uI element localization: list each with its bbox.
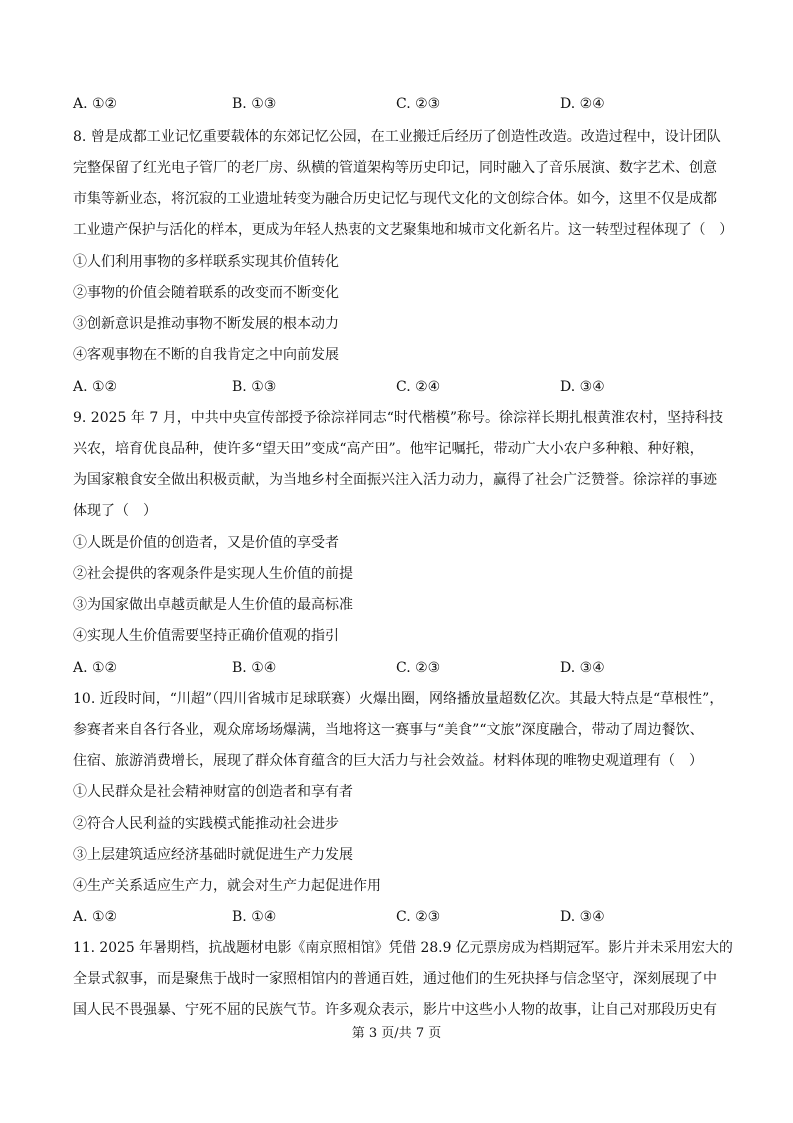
option-c: C. ②③ xyxy=(396,96,441,112)
q8-stem-line: 8. 曾是成都工业记忆重要载体的东郊记忆公园，在工业搬迁后经历了创造性改造。改造过程中，设计团队 xyxy=(73,129,721,145)
q8-statement: ④客观事物在不断的自我肯定之中向前发展 xyxy=(73,347,339,363)
q9-stem-line: 兴农，培育优良品种，使许多“望天田”变成“高产田”。他牢记嘱托，带动广大小农户多种粮、种好粮， xyxy=(73,441,704,457)
option-a: A. ①② xyxy=(73,660,118,676)
q8-statement: ①人们利用事物的多样联系实现其价值转化 xyxy=(73,254,339,270)
q10-statement: ③上层建筑适应经济基础时就促进生产力发展 xyxy=(73,847,353,863)
q9-options xyxy=(73,658,733,678)
option-b: B. ①④ xyxy=(232,909,277,925)
q10-stem-line: 住宿、旅游消费增长，展现了群众体育蕴含的巨大活力与社会效益。材料体现的唯物史观道理有（ ） xyxy=(73,753,703,769)
q8-statement: ③创新意识是推动事物不断发展的根本动力 xyxy=(73,316,339,332)
option-d: D. ③④ xyxy=(560,379,605,395)
option-b: B. ①③ xyxy=(232,96,277,112)
q8-statement: ②事物的价值会随着联系的改变而不断变化 xyxy=(73,285,339,301)
option-c: C. ②④ xyxy=(396,379,441,395)
q10-statement: ④生产关系适应生产力，就会对生产力起促进作用 xyxy=(73,878,381,894)
q9-statement: ②社会提供的客观条件是实现人生价值的前提 xyxy=(73,566,353,582)
option-d: D. ③④ xyxy=(560,660,605,676)
option-a: A. ①② xyxy=(73,909,118,925)
q11-stem-line: 全景式叙事，而是聚焦于战时一家照相馆内的普通百姓，通过他们的生死抉择与信念坚守，深刻展现了中 xyxy=(73,971,717,987)
q8-stem-line: 市集等新业态，将沉寂的工业遗址转变为融合历史记忆与现代文化的文创综合体。如今，这里不仅是成都 xyxy=(73,191,717,207)
q8-stem-line: 工业遗产保护与活化的样本，更成为年轻人热衷的文艺聚集地和城市文化新名片。这一转型过程体现了（ ） xyxy=(73,222,733,238)
q8-stem-line: 完整保留了红光电子管厂的老厂房、纵横的管道架构等历史印记，同时融入了音乐展演、数字艺术、创意 xyxy=(73,160,717,176)
option-a: A. ①② xyxy=(73,96,118,112)
q11-stem-line: 国人民不畏强暴、宁死不屈的民族气节。许多观众表示，影片中这些小人物的故事，让自己对那段历史有 xyxy=(73,1002,717,1018)
q9-statement: ③为国家做出卓越贡献是人生价值的最高标准 xyxy=(73,597,353,613)
option-b: B. ①④ xyxy=(232,660,277,676)
option-d: D. ③④ xyxy=(560,909,605,925)
q10-statement: ①人民群众是社会精神财富的创造者和享有者 xyxy=(73,784,353,800)
page-number: 第 3 页/共 7 页 xyxy=(351,1026,442,1041)
q10-stem-line: 参赛者来自各行各业，观众席场场爆满，当地将这一赛事与“美食”“文旅”深度融合，带动了周边餐饮、 xyxy=(73,722,704,738)
q7-options xyxy=(73,94,733,114)
q9-stem-line: 为国家粮食安全做出积极贡献，为当地乡村全面振兴注入活力动力，赢得了社会广泛赞誉。徐淙祥的事迹 xyxy=(73,472,717,488)
q9-stem-line: 体现了（ ） xyxy=(73,503,157,519)
option-c: C. ②③ xyxy=(396,660,441,676)
option-c: C. ②③ xyxy=(396,909,441,925)
q9-stem-line: 9. 2025 年 7 月，中共中央宣传部授予徐淙祥同志“时代楷模”称号。徐淙祥长期扎根黄淮农村，坚持科技 xyxy=(73,410,724,426)
q10-options xyxy=(73,907,733,927)
option-b: B. ①③ xyxy=(232,379,277,395)
q10-stem-line: 10. 近段时间，“川超”（四川省城市足球联赛）火爆出圈，网络播放量超数亿次。其最大特点是“草根性”， xyxy=(73,691,724,707)
q9-statement: ④实现人生价值需要坚持正确价值观的指引 xyxy=(73,628,339,644)
q11-stem-line: 11. 2025 年暑期档，抗战题材电影《南京照相馆》凭借 28.9 亿元票房成为档期冠军。影片并未采用宏大的 xyxy=(73,940,733,956)
option-d: D. ②④ xyxy=(560,96,605,112)
option-a: A. ①② xyxy=(73,379,118,395)
q10-statement: ②符合人民利益的实践模式能推动社会进步 xyxy=(73,816,339,832)
q9-statement: ①人既是价值的创造者，又是价值的享受者 xyxy=(73,535,339,551)
q8-options xyxy=(73,377,733,397)
